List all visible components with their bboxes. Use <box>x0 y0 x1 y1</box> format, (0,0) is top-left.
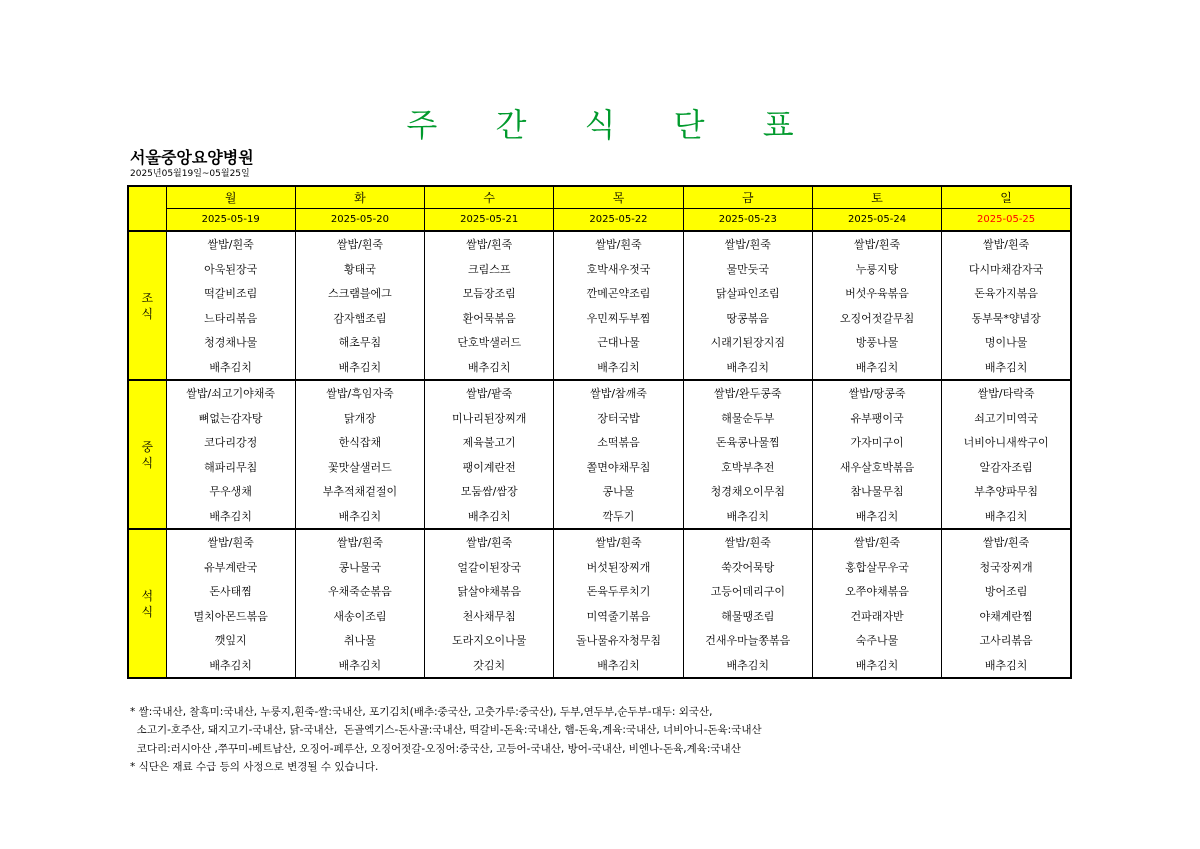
menu-item: 스크램블에그 <box>295 281 424 306</box>
menu-item: 도라지오이나물 <box>425 628 554 653</box>
menu-item: 쌀밥/흰죽 <box>554 231 683 257</box>
breakfast-row <box>128 281 1071 306</box>
menu-item: 배추김치 <box>554 653 683 679</box>
menu-item: 배추김치 <box>295 504 424 530</box>
menu-item: 쌀밥/흰죽 <box>812 529 941 555</box>
menu-item: 오쭈야채볶음 <box>812 579 941 604</box>
menu-item: 우민찌두부찜 <box>554 306 683 331</box>
menu-item: 쌀밥/흰죽 <box>295 231 424 257</box>
breakfast-row <box>128 257 1071 282</box>
menu-item: 배추김치 <box>554 355 683 381</box>
dinner-row <box>128 653 1071 679</box>
weekly-menu-table <box>127 185 1072 679</box>
menu-item: 배추김치 <box>425 504 554 530</box>
meal-label-top: 석 <box>141 588 154 603</box>
day-name: 화 <box>295 186 424 209</box>
menu-item: 새송이조림 <box>295 604 424 629</box>
menu-item: 호박부추전 <box>683 455 812 480</box>
menu-item: 돈사태찜 <box>166 579 295 604</box>
menu-item: 크림스프 <box>425 257 554 282</box>
menu-item: 쌀밥/타락죽 <box>942 380 1071 406</box>
menu-item: 깐메곤약조림 <box>554 281 683 306</box>
menu-item: 미나리된장찌개 <box>425 406 554 431</box>
menu-item: 청국장찌개 <box>942 555 1071 580</box>
menu-item: 소떡볶음 <box>554 430 683 455</box>
menu-item: 감자햄조림 <box>295 306 424 331</box>
menu-item: 해초무침 <box>295 330 424 355</box>
note-line: 소고기-호주산, 돼지고기-국내산, 닭-국내산, 돈골엑기스-돈사골:국내산, 떡갈비-돈육:국내산, 햄-돈육,계육:국내산, 너비아니-돈육:국내산 <box>130 724 762 736</box>
menu-item: 새우살호박볶음 <box>812 455 941 480</box>
menu-item: 환어묵볶음 <box>425 306 554 331</box>
menu-item: 홍합살무우국 <box>812 555 941 580</box>
dinner-row <box>128 529 1071 555</box>
menu-item: 배추김치 <box>166 653 295 679</box>
menu-item: 황태국 <box>295 257 424 282</box>
menu-item: 배추김치 <box>812 355 941 381</box>
corner-cell <box>128 186 166 231</box>
lunch-row <box>128 380 1071 406</box>
day-name: 금 <box>683 186 812 209</box>
menu-item: 갓김치 <box>425 653 554 679</box>
menu-item: 쌀밥/완두콩죽 <box>683 380 812 406</box>
menu-item: 버섯된장찌개 <box>554 555 683 580</box>
menu-item: 쌀밥/흰죽 <box>683 231 812 257</box>
meal-label-bottom: 식 <box>141 306 154 321</box>
menu-item: 청경채오이무침 <box>683 479 812 504</box>
menu-item: 배추김치 <box>942 504 1071 530</box>
menu-item: 부추양파무침 <box>942 479 1071 504</box>
menu-item: 숙주나물 <box>812 628 941 653</box>
menu-item: 우채죽순볶음 <box>295 579 424 604</box>
menu-item: 쌀밥/흰죽 <box>554 529 683 555</box>
menu-item: 누룽지탕 <box>812 257 941 282</box>
breakfast-label <box>128 231 166 380</box>
day-name: 수 <box>425 186 554 209</box>
dinner-row <box>128 555 1071 580</box>
day-header-row <box>128 186 1071 209</box>
menu-item: 알감자조림 <box>942 455 1071 480</box>
menu-item: 콩나물국 <box>295 555 424 580</box>
menu-item: 쌀밥/참깨죽 <box>554 380 683 406</box>
menu-item: 무우생채 <box>166 479 295 504</box>
lunch-row <box>128 455 1071 480</box>
menu-item: 뼈없는감자탕 <box>166 406 295 431</box>
menu-item: 미역줄기볶음 <box>554 604 683 629</box>
menu-item: 쇠고기미역국 <box>942 406 1071 431</box>
breakfast-row <box>128 306 1071 331</box>
menu-item: 쫄면야채무침 <box>554 455 683 480</box>
day-name: 목 <box>554 186 683 209</box>
menu-item: 야채계란찜 <box>942 604 1071 629</box>
day-date: 2025-05-20 <box>295 209 424 232</box>
menu-item: 청경채나물 <box>166 330 295 355</box>
menu-item: 근대나물 <box>554 330 683 355</box>
note-line: * 식단은 재료 수급 등의 사정으로 변경될 수 있습니다. <box>130 761 379 773</box>
menu-item: 장터국밥 <box>554 406 683 431</box>
menu-item: 방어조림 <box>942 579 1071 604</box>
menu-item: 유부계란국 <box>166 555 295 580</box>
menu-item: 참나물무침 <box>812 479 941 504</box>
meal-label-bottom: 식 <box>141 455 154 470</box>
menu-item: 모둠쌈/쌈장 <box>425 479 554 504</box>
menu-item: 배추김치 <box>942 653 1071 679</box>
menu-item: 쌀밥/쇠고기야채죽 <box>166 380 295 406</box>
meal-label-top: 중 <box>141 439 154 454</box>
menu-item: 콩나물 <box>554 479 683 504</box>
menu-item: 가자미구이 <box>812 430 941 455</box>
breakfast-row <box>128 355 1071 381</box>
menu-item: 명이나물 <box>942 330 1071 355</box>
menu-item: 코다리강정 <box>166 430 295 455</box>
dinner-row <box>128 628 1071 653</box>
menu-item: 해물땡조림 <box>683 604 812 629</box>
menu-item: 돈육콩나물찜 <box>683 430 812 455</box>
day-date: 2025-05-24 <box>812 209 941 232</box>
menu-item: 쌀밥/팥죽 <box>425 380 554 406</box>
menu-item: 깻잎지 <box>166 628 295 653</box>
menu-item: 돌나물유자청무침 <box>554 628 683 653</box>
page-title: 주 간 식 단 표 <box>406 106 818 144</box>
menu-item: 쌀밥/흰죽 <box>942 529 1071 555</box>
menu-item: 쌀밥/흰죽 <box>166 231 295 257</box>
menu-item: 배추김치 <box>295 355 424 381</box>
menu-item: 배추김치 <box>812 653 941 679</box>
menu-item: 얼갈이된장국 <box>425 555 554 580</box>
menu-item: 제육불고기 <box>425 430 554 455</box>
day-name: 월 <box>166 186 295 209</box>
menu-item: 오징어젓갈무침 <box>812 306 941 331</box>
menu-item: 단호박샐러드 <box>425 330 554 355</box>
menu-item: 배추김치 <box>683 504 812 530</box>
day-name: 토 <box>812 186 941 209</box>
menu-item: 해파리무침 <box>166 455 295 480</box>
hospital-name: 서울중앙요양병원 <box>130 148 254 167</box>
menu-item: 아욱된장국 <box>166 257 295 282</box>
menu-item: 돈육가지볶음 <box>942 281 1071 306</box>
menu-item: 배추김치 <box>942 355 1071 381</box>
menu-item: 천사채무침 <box>425 604 554 629</box>
dinner-label <box>128 529 166 678</box>
menu-item: 느타리볶음 <box>166 306 295 331</box>
menu-item: 다시마채감자국 <box>942 257 1071 282</box>
menu-item: 한식잡채 <box>295 430 424 455</box>
menu-item: 배추김치 <box>683 653 812 679</box>
lunch-label <box>128 380 166 529</box>
menu-item: 돈육두루치기 <box>554 579 683 604</box>
menu-item: 취나물 <box>295 628 424 653</box>
menu-item: 멸치아몬드볶음 <box>166 604 295 629</box>
menu-item: 배추김치 <box>166 504 295 530</box>
breakfast-row <box>128 330 1071 355</box>
menu-body <box>128 231 1071 678</box>
menu-item: 쌀밥/흰죽 <box>295 529 424 555</box>
note-line: * 쌀:국내산, 찰흑미:국내산, 누룽지,흰죽-쌀:국내산, 포기김치(배추:중국산, 고춧가루:중국산), 두부,연두부,순두부-대두: 외국산, <box>130 705 713 718</box>
menu-item: 쌀밥/흰죽 <box>425 231 554 257</box>
menu-item: 해물순두부 <box>683 406 812 431</box>
menu-item: 시래기된장지짐 <box>683 330 812 355</box>
menu-item: 팽이계란전 <box>425 455 554 480</box>
origin-notes <box>130 684 762 795</box>
menu-item: 쌀밥/흰죽 <box>942 231 1071 257</box>
menu-item: 배추김치 <box>812 504 941 530</box>
dinner-row <box>128 579 1071 604</box>
menu-item: 쌀밥/흰죽 <box>425 529 554 555</box>
menu-item: 배추김치 <box>425 355 554 381</box>
menu-item: 떡갈비조림 <box>166 281 295 306</box>
menu-item: 유부팽이국 <box>812 406 941 431</box>
menu-item: 건파래자반 <box>812 604 941 629</box>
menu-item: 배추김치 <box>166 355 295 381</box>
menu-item: 닭개장 <box>295 406 424 431</box>
menu-item: 호박새우젓국 <box>554 257 683 282</box>
menu-item: 배추김치 <box>683 355 812 381</box>
day-date-sunday: 2025-05-25 <box>942 209 1071 232</box>
dinner-row <box>128 604 1071 629</box>
date-header-row <box>128 209 1071 232</box>
menu-item: 물만둣국 <box>683 257 812 282</box>
lunch-row <box>128 479 1071 504</box>
menu-item: 배추김치 <box>295 653 424 679</box>
period-range: 2025년05월19일~05월25일 <box>130 169 250 179</box>
lunch-row <box>128 430 1071 455</box>
note-line: 코다리:러시아산 ,쭈꾸미-베트남산, 오징어-페루산, 오징어젓갈-오징어:중국산, 고등어-국내산, 방어-국내산, 비엔나-돈육,계육:국내산 <box>130 742 741 755</box>
menu-item: 쌀밥/흑임자죽 <box>295 380 424 406</box>
day-date: 2025-05-21 <box>425 209 554 232</box>
menu-item: 부추적채겉절이 <box>295 479 424 504</box>
menu-item: 버섯우육볶음 <box>812 281 941 306</box>
meal-label-bottom: 식 <box>141 604 154 619</box>
menu-item: 건새우마늘쫑볶음 <box>683 628 812 653</box>
lunch-row <box>128 504 1071 530</box>
menu-item: 방풍나물 <box>812 330 941 355</box>
day-date: 2025-05-22 <box>554 209 683 232</box>
day-name: 일 <box>942 186 1071 209</box>
menu-item: 고등어데리구이 <box>683 579 812 604</box>
menu-item: 깍두기 <box>554 504 683 530</box>
menu-item: 쌀밥/흰죽 <box>683 529 812 555</box>
menu-item: 꽃맛살샐러드 <box>295 455 424 480</box>
menu-item: 고사리볶음 <box>942 628 1071 653</box>
menu-item: 쌀밥/흰죽 <box>166 529 295 555</box>
day-date: 2025-05-19 <box>166 209 295 232</box>
menu-item: 쌀밥/땅콩죽 <box>812 380 941 406</box>
menu-item: 닭살야채볶음 <box>425 579 554 604</box>
breakfast-row <box>128 231 1071 257</box>
menu-item: 쌀밥/흰죽 <box>812 231 941 257</box>
menu-item: 닭살파인조림 <box>683 281 812 306</box>
menu-item: 쑥갓어묵탕 <box>683 555 812 580</box>
lunch-row <box>128 406 1071 431</box>
day-date: 2025-05-23 <box>683 209 812 232</box>
meal-label-top: 조 <box>141 290 154 305</box>
menu-item: 땅콩볶음 <box>683 306 812 331</box>
menu-item: 모듬장조림 <box>425 281 554 306</box>
menu-item: 너비아니새싹구이 <box>942 430 1071 455</box>
menu-item: 동부묵*양념장 <box>942 306 1071 331</box>
